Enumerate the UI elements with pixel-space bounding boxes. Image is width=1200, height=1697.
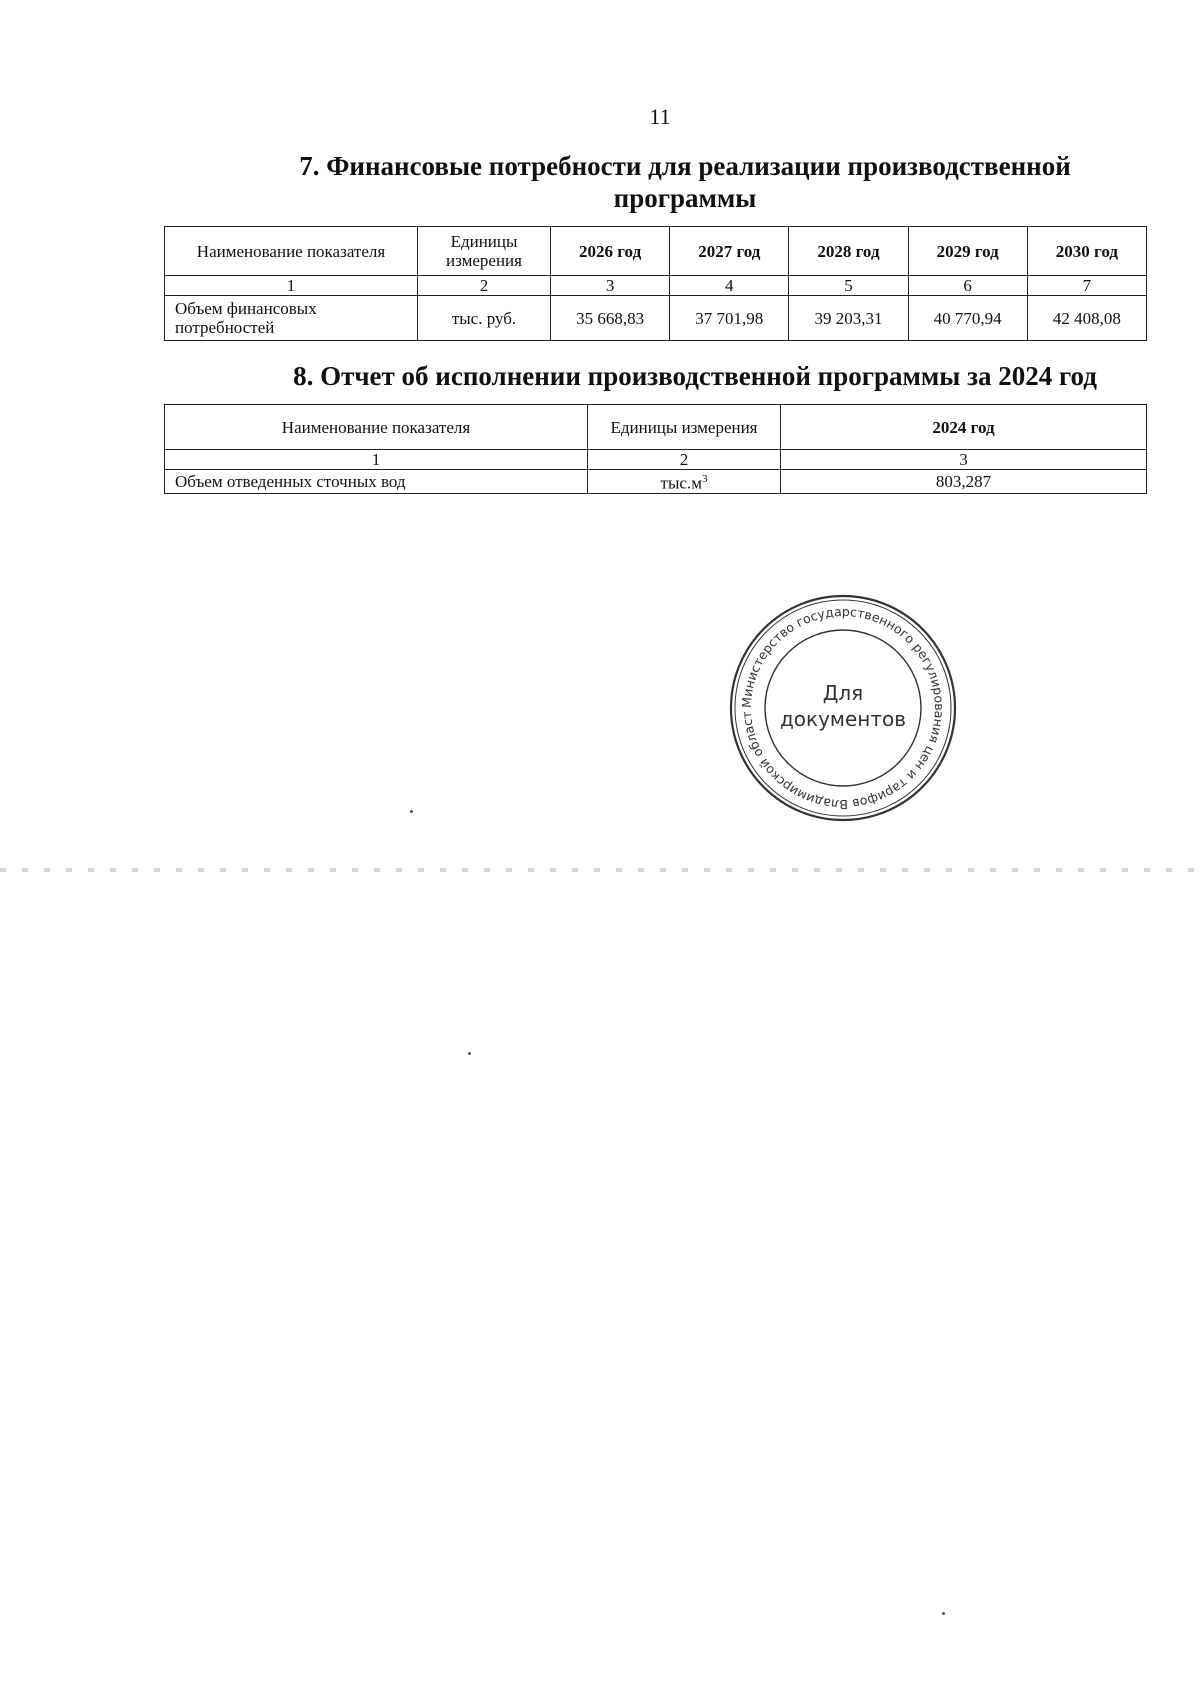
- header-year-2029: 2029 год: [908, 227, 1027, 276]
- header-units: Единицы измерения: [588, 405, 781, 450]
- page-number: 11: [649, 104, 671, 129]
- column-number: 3: [551, 276, 670, 296]
- financial-needs-table: [164, 226, 1147, 341]
- value-2024-cell: 803,287: [781, 470, 1147, 494]
- column-number: 1: [165, 450, 588, 470]
- scan-artifact-dot: [468, 1052, 471, 1055]
- column-number: 7: [1027, 276, 1146, 296]
- header-year-2024: 2024 год: [781, 405, 1147, 450]
- stamp-graphic: [727, 592, 959, 824]
- value-2027-cell: 37 701,98: [670, 296, 789, 341]
- scan-artifact-dot: [942, 1612, 945, 1615]
- stamp-ring-text: Министерство государственного регулирования цен и тарифов Владимирской област: [738, 603, 948, 813]
- official-stamp: [727, 592, 959, 824]
- section-8-title: 8. Отчет об исполнении производственной программы за 2024 год: [293, 361, 1097, 391]
- value-2030-cell: 42 408,08: [1027, 296, 1146, 341]
- table-header-row: [165, 227, 1147, 276]
- column-number-row: [165, 276, 1147, 296]
- column-number: 6: [908, 276, 1027, 296]
- value-2028-cell: 39 203,31: [789, 296, 908, 341]
- header-indicator-name: Наименование показателя: [165, 227, 418, 276]
- units-superscript: 3: [701, 473, 708, 485]
- column-number: 2: [418, 276, 551, 296]
- stamp-center-line-1: Для: [822, 681, 864, 705]
- column-number: 3: [781, 450, 1147, 470]
- section-7-title-line-1: 7. Финансовые потребности для реализации производственной: [299, 151, 1071, 181]
- column-number: 5: [789, 276, 908, 296]
- column-number: 4: [670, 276, 789, 296]
- column-number-row: [165, 450, 1147, 470]
- indicator-name-cell: Объем отведенных сточных вод: [165, 470, 588, 494]
- header-year-2030: 2030 год: [1027, 227, 1146, 276]
- table-row: [165, 296, 1147, 341]
- section-7-title: [255, 150, 1115, 214]
- column-number: 1: [165, 276, 418, 296]
- stamp-center-line-2: документов: [779, 707, 907, 731]
- units-text: тыс.м: [660, 473, 702, 493]
- units-cell: [588, 470, 781, 494]
- program-execution-report-table: [164, 404, 1147, 494]
- value-2029-cell: 40 770,94: [908, 296, 1027, 341]
- header-year-2026: 2026 год: [551, 227, 670, 276]
- table-row: [165, 470, 1147, 494]
- section-7-title-line-2: программы: [613, 183, 757, 213]
- scan-artifact-line: [0, 868, 1200, 872]
- scan-artifact-dot: [410, 810, 413, 813]
- column-number: 2: [588, 450, 781, 470]
- value-2026-cell: 35 668,83: [551, 296, 670, 341]
- header-indicator-name: Наименование показателя: [165, 405, 588, 450]
- header-year-2028: 2028 год: [789, 227, 908, 276]
- header-year-2027: 2027 год: [670, 227, 789, 276]
- units-cell: тыс. руб.: [418, 296, 551, 341]
- table-header-row: [165, 405, 1147, 450]
- header-units: Единицы измерения: [418, 227, 551, 276]
- indicator-name-cell: Объем финансовых потребностей: [165, 296, 418, 341]
